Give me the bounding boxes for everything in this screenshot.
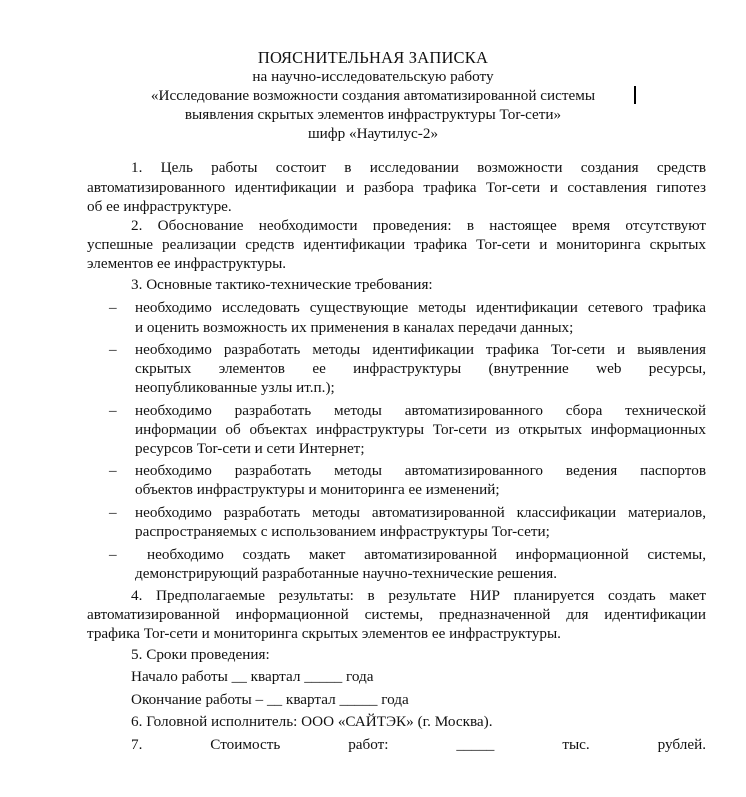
item4-line3: трафика Tor-сети и мониторинга скрытых элементов ее инфраструктуры. [87, 625, 561, 642]
item2-line3: элементов ее инфраструктуры. [87, 255, 287, 272]
item1-line3: об ее инфраструктуре. [87, 198, 232, 215]
bullet-dash: – [109, 299, 117, 316]
bullet3-line3: ресурсов Tor-сети и сети Интернет; [135, 440, 365, 457]
bullet2-line1: необходимо разработать методы идентификации трафика Tor-сети и выявления [135, 341, 706, 358]
work-title-line2: выявления скрытых элементов инфраструктуры Tor-сети» [184, 106, 562, 123]
text-cursor [634, 86, 636, 104]
item5-heading: 5. Сроки проведения: [131, 646, 270, 663]
bullet2-line3: неопубликованные узлы ит.п.); [135, 379, 335, 396]
cipher-line: шифр «Наутилус-2» [307, 125, 439, 142]
bullet1-line2: и оценить возможность их применения в каналах передачи данных; [135, 319, 574, 336]
bullet5-line2: распространяемых с использованием инфраструктуры Tor-сети; [135, 523, 550, 540]
bullet6-line1: необходимо создать макет автоматизированной информационной системы, [147, 546, 706, 563]
work-start: Начало работы __ квартал _____ года [131, 668, 374, 685]
bullet-dash: – [109, 462, 117, 479]
item4-line1: 4. Предполагаемые результаты: в результате НИР планируется создать макет [131, 587, 706, 604]
item4-line2: автоматизированной информационной системы, предназначенной для идентификации [87, 606, 706, 623]
bullet-dash: – [109, 546, 117, 563]
item2-line2: успешные реализации средств идентификации трафика Tor-сети и мониторинга скрытых [87, 236, 706, 253]
bullet4-line1: необходимо разработать методы автоматизированного ведения паспортов [135, 462, 706, 479]
bullet3-line2: информации об объектах инфраструктуры Tor-сети из открытых информационных [135, 421, 706, 438]
bullet-dash: – [109, 402, 117, 419]
bullet6-line2: демонстрирующий разработанные научно-технические решения. [135, 565, 558, 582]
item1-line1: 1. Цель работы состоит в исследовании возможности создания средств [131, 159, 706, 176]
bullet4-line2: объектов инфраструктуры и мониторинга ее изменений; [135, 481, 500, 498]
bullet5-line1: необходимо разработать методы автоматизированной классификации материалов, [135, 504, 706, 521]
item1-line2: автоматизированного идентификации и разбора трафика Tor-сети и составления гипотез [87, 179, 706, 196]
document-subtitle: на научно-исследовательскую работу [252, 68, 494, 85]
work-end: Окончание работы – __ квартал _____ года [131, 691, 409, 708]
bullet1-line1: необходимо исследовать существующие методы идентификации сетевого трафика [135, 299, 706, 316]
item6-executor: 6. Головной исполнитель: ООО «САЙТЭК» (г. Москва). [131, 713, 493, 730]
bullet2-line2: скрытых элементов ее инфраструктуры (внутренние web ресурсы, [135, 360, 706, 377]
item3-heading: 3. Основные тактико-технические требования: [131, 276, 433, 293]
item7-cost: 7. Стоимость работ: _____ тыс. рублей. [131, 736, 706, 753]
bullet-dash: – [109, 504, 117, 521]
bullet3-line1: необходимо разработать методы автоматизированного сбора технической [135, 402, 706, 419]
work-title-line1: «Исследование возможности создания автоматизированной системы [150, 87, 596, 104]
bullet-dash: – [109, 341, 117, 358]
document-title: ПОЯСНИТЕЛЬНАЯ ЗАПИСКА [257, 48, 489, 67]
item2-line1: 2. Обоснование необходимости проведения: в настоящее время отсутствуют [131, 217, 706, 234]
